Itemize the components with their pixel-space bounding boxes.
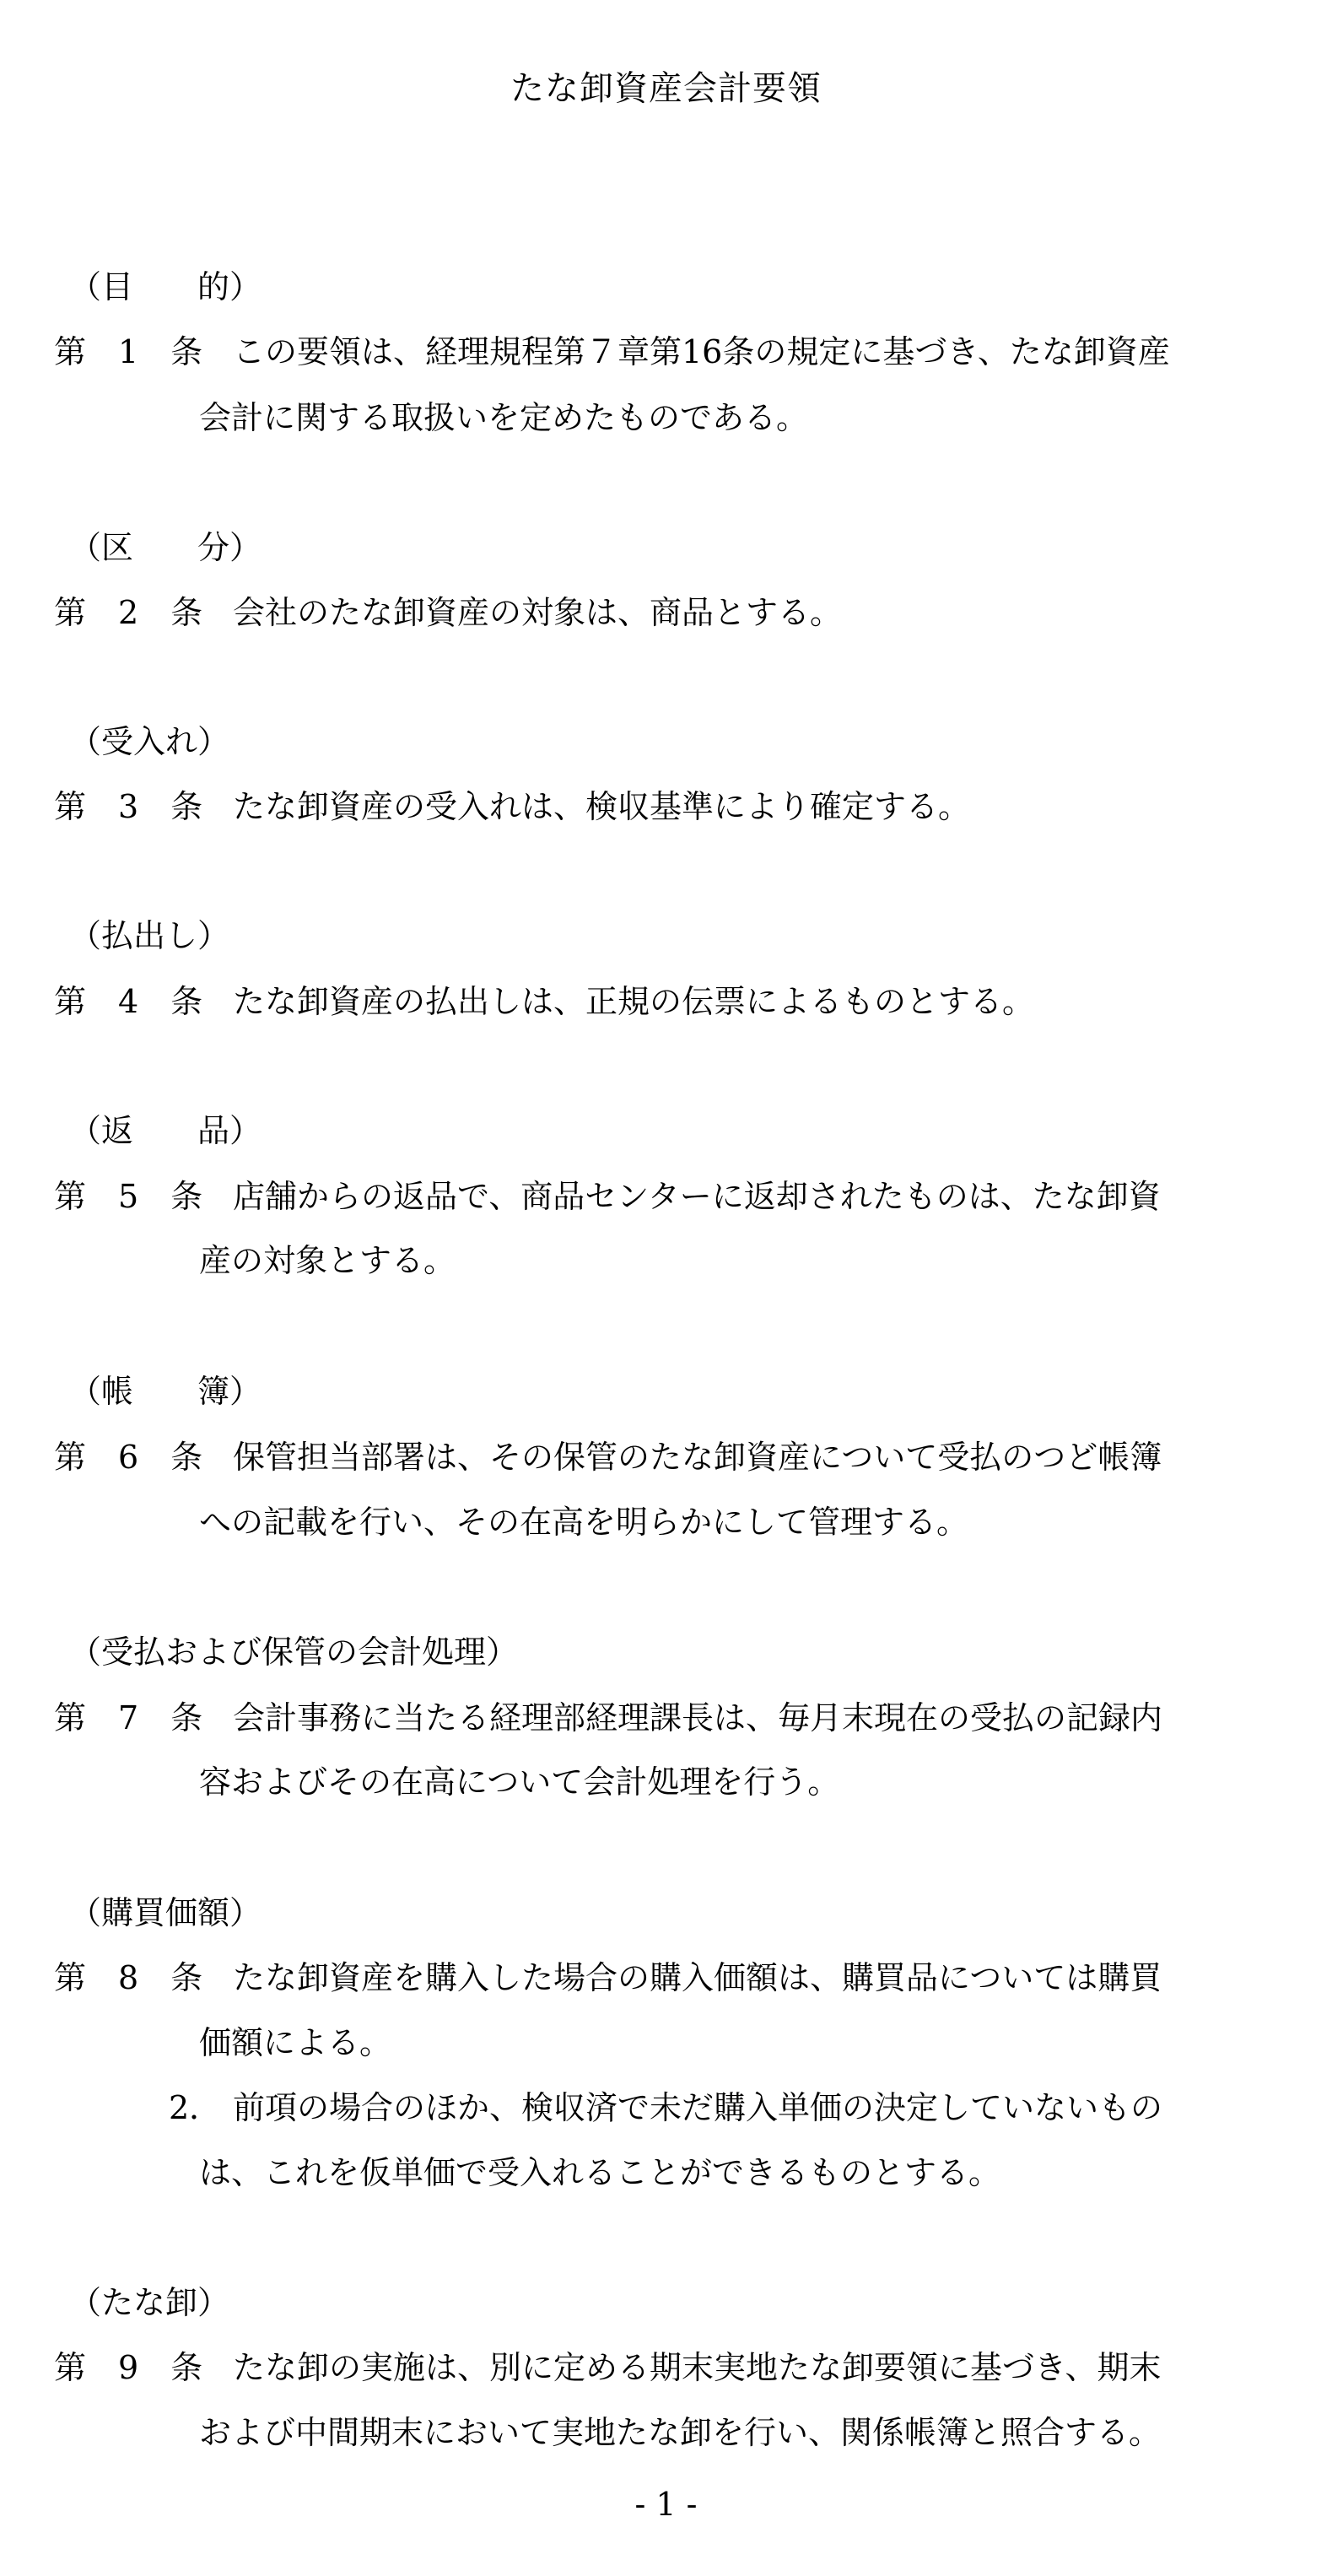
article-5-line-2: 産の対象とする。 — [199, 1242, 456, 1279]
article-1-heading: （目 的） — [69, 268, 262, 305]
article-4-heading: （払出し） — [69, 917, 230, 954]
article-4-label: 第 4 条 — [54, 983, 203, 1020]
article-1-line-2: 会計に関する取扱いを定めたものである。 — [199, 399, 809, 436]
article-6-line-1: 保管担当部署は、その保管のたな卸資産について受払のつど帳簿 — [233, 1439, 1162, 1476]
article-6-label: 第 6 条 — [54, 1439, 203, 1476]
article-3-heading: （受入れ） — [69, 723, 230, 760]
document-title: たな卸資産会計要領 — [510, 69, 822, 108]
article-1-line-1: この要領は、経理規程第７章第16条の規定に基づき、たな卸資産 — [233, 333, 1170, 370]
article-1-label: 第 1 条 — [54, 333, 203, 370]
article-3-line-1: たな卸資産の受入れは、検収基準により確定する。 — [233, 788, 971, 825]
article-8-line-2: 価額による。 — [199, 2024, 392, 2061]
article-7-line-1: 会計事務に当たる経理部経理課長は、毎月末現在の受払の記録内 — [233, 1699, 1163, 1736]
article-8-heading: （購買価額） — [69, 1894, 262, 1931]
article-9-line-2: および中間期末において実地たな卸を行い、関係帳簿と照合する。 — [199, 2414, 1162, 2451]
article-9-label: 第 9 条 — [54, 2349, 203, 2386]
article-8-paragraph-2-line-2: は、これを仮単価で受入れることができるものとする。 — [199, 2154, 1001, 2191]
article-2-line-1: 会社のたな卸資産の対象は、商品とする。 — [233, 594, 843, 631]
article-8-label: 第 8 条 — [54, 1959, 203, 1996]
article-5-label: 第 5 条 — [54, 1178, 203, 1215]
article-2-heading: （区 分） — [69, 529, 262, 566]
article-9-line-1: たな卸の実施は、別に定める期末実地たな卸要領に基づき、期末 — [233, 2349, 1162, 2386]
article-2-label: 第 2 条 — [54, 594, 203, 631]
article-9-heading: （たな卸） — [69, 2284, 230, 2321]
article-8-paragraph-2-label: 2． — [169, 2089, 222, 2126]
article-8-line-1: たな卸資産を購入した場合の購入価額は、購買品については購買 — [233, 1959, 1162, 1996]
article-5-heading: （返 品） — [69, 1112, 262, 1149]
article-5-line-1: 店舗からの返品で、商品センターに返却されたものは、たな卸資 — [233, 1178, 1161, 1215]
article-6-heading: （帳 簿） — [69, 1373, 262, 1410]
article-7-line-2: 容およびその在高について会計処理を行う。 — [199, 1763, 840, 1801]
article-3-label: 第 3 条 — [54, 788, 203, 825]
article-8-paragraph-2-line-1: 前項の場合のほか、検収済で未だ購入単価の決定していないもの — [233, 2089, 1163, 2126]
article-7-heading: （受払および保管の会計処理） — [69, 1634, 519, 1671]
page-number: - 1 - — [634, 2486, 698, 2523]
article-7-label: 第 7 条 — [54, 1699, 203, 1736]
article-6-line-2: への記載を行い、その在高を明らかにして管理する。 — [199, 1504, 969, 1541]
article-4-line-1: たな卸資産の払出しは、正規の伝票によるものとする。 — [233, 983, 1035, 1020]
